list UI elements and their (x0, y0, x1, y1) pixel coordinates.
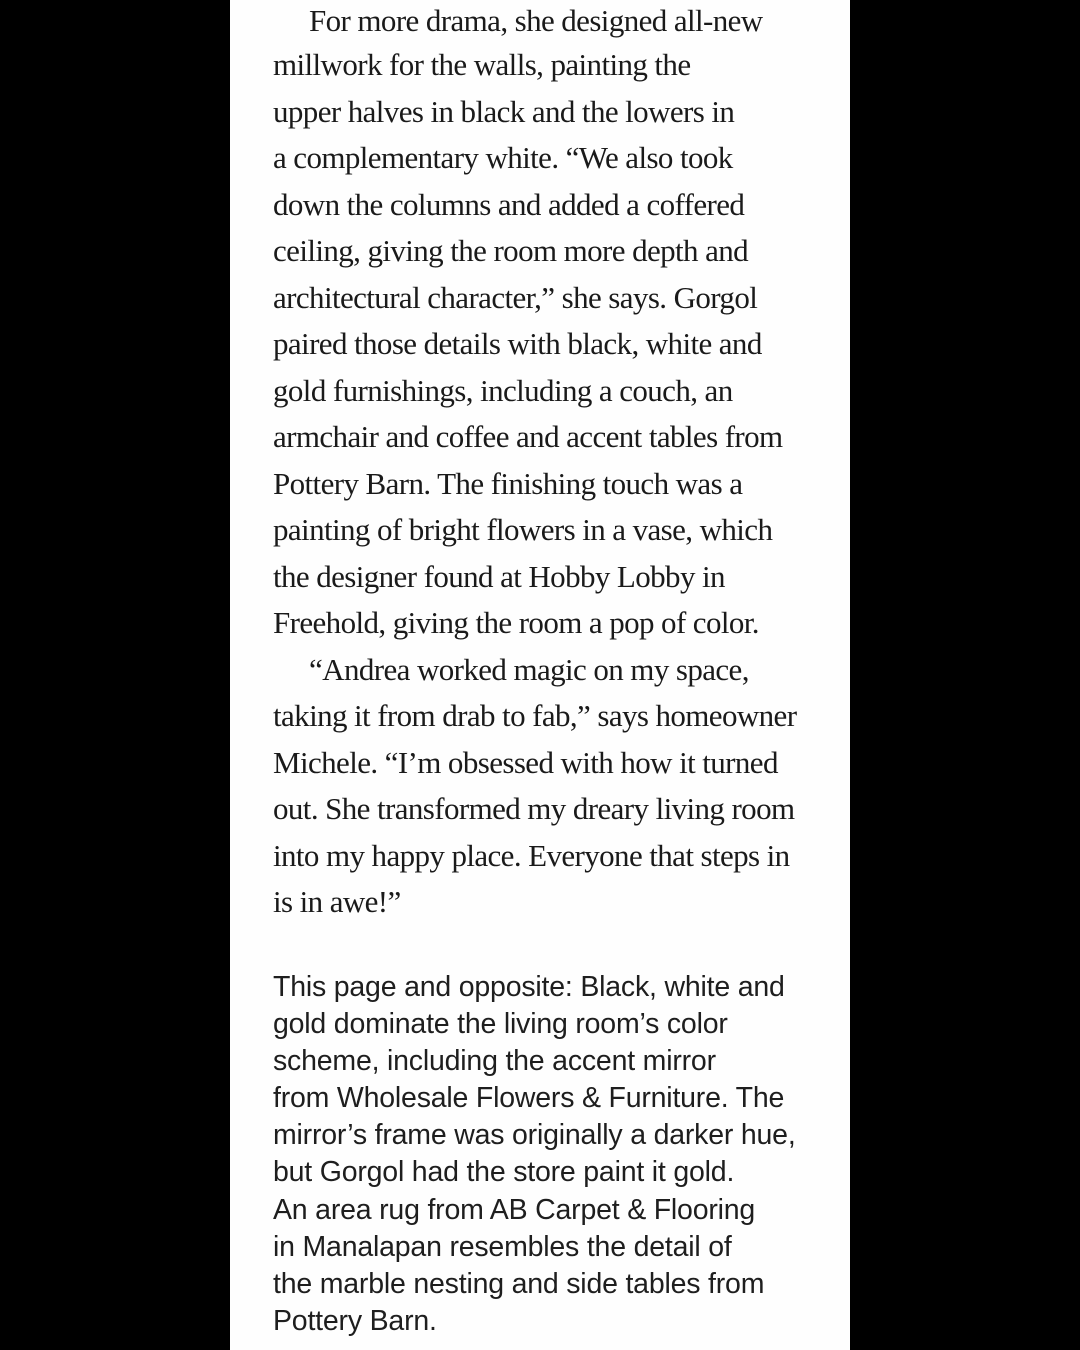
paragraph-2-line: “Andrea worked magic on my space, (309, 651, 749, 687)
paragraph-1-line: architectural character,” she says. Gorgol (273, 279, 758, 315)
paragraph-1-line: paired those details with black, white and (273, 326, 762, 361)
caption-line: but Gorgol had the store paint it gold. (273, 1156, 735, 1189)
paragraph-1-line: millwork for the walls, painting the (273, 47, 691, 82)
paragraph-1-line: the designer found at Hobby Lobby in (273, 558, 725, 594)
paragraph-1-line: armchair and coffee and accent tables from (273, 419, 783, 454)
caption-line: from Wholesale Flowers & Furniture. The (273, 1082, 785, 1115)
paragraph-1-line: upper halves in black and the lowers in (273, 93, 735, 129)
paragraph-2-line: is in awe!” (273, 884, 401, 919)
paragraph-2-line: into my happy place. Everyone that steps in (273, 837, 790, 873)
paragraph-1-line: For more drama, she designed all-new (309, 3, 763, 38)
caption-line: Pottery Barn. (273, 1304, 437, 1337)
caption-line: gold dominate the living room’s color (273, 1008, 728, 1041)
caption-line: scheme, including the accent mirror (273, 1045, 716, 1078)
magazine-page (230, 0, 850, 1350)
paragraph-1-line: ceiling, giving the room more depth and (273, 233, 749, 268)
paragraph-1-line: Pottery Barn. The finishing touch was a (273, 465, 743, 501)
paragraph-2-line: out. She transformed my dreary living room (273, 791, 795, 826)
paragraph-2-line: Michele. “I’m obsessed with how it turned (273, 744, 778, 780)
paragraph-2-line: taking it from drab to fab,” says homeowner (273, 698, 797, 733)
article-body (273, 0, 843, 926)
paragraph-1-line: painting of bright flowers in a vase, which (273, 512, 773, 547)
caption-line: This page and opposite: Black, white and (273, 971, 785, 1003)
paragraph-1-line: down the columns and added a coffered (273, 186, 745, 222)
caption-line: the marble nesting and side tables from (273, 1267, 765, 1300)
caption-line: An area rug from AB Carpet & Flooring (273, 1193, 756, 1226)
photo-caption (273, 969, 848, 1340)
caption-line: in Manalapan resembles the detail of (273, 1230, 732, 1263)
paragraph-1-line: Freehold, giving the room a pop of color. (273, 605, 759, 640)
caption-line: mirror’s frame was originally a darker hue, (273, 1119, 796, 1152)
paragraph-1-line: gold furnishings, including a couch, an (273, 372, 733, 408)
paragraph-1-line: a complementary white. “We also took (273, 140, 733, 175)
